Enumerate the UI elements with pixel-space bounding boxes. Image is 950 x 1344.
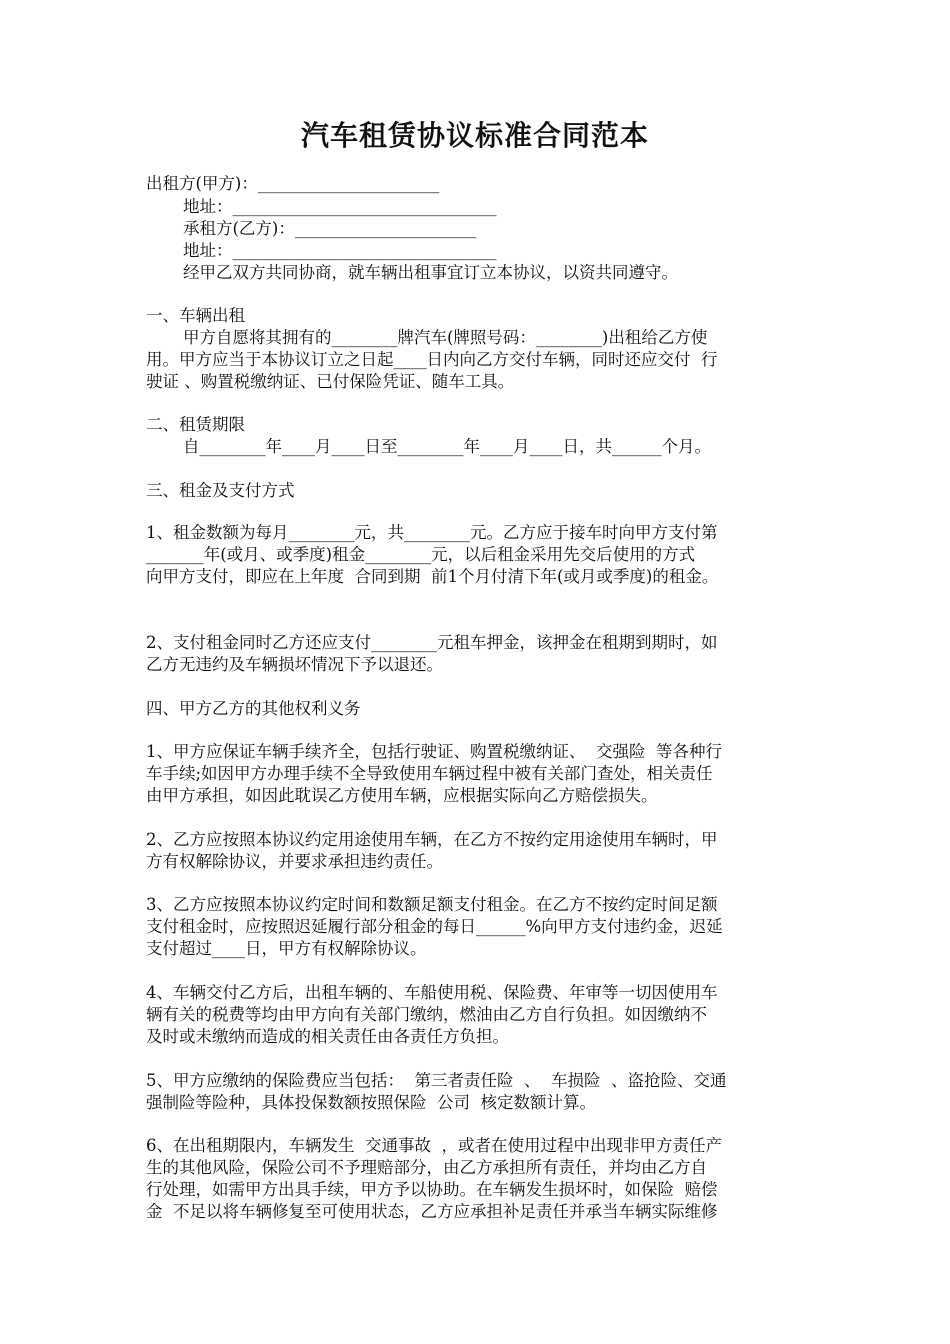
paragraph-line: 车手续;如因甲方办理手续不全导致使用车辆过程中被有关部门查处，相关责任	[146, 764, 713, 783]
paragraph-line: 2、支付租金同时乙方还应支付________元租车押金，该押金在租期到期时，如	[146, 633, 718, 652]
paragraph-line: 及时或未缴纳而造成的相关责任由各责任方负担。	[146, 1027, 509, 1046]
paragraph-line: 乙方无违约及车辆损坏情况下予以退还。	[146, 655, 443, 674]
paragraph-line: 支付超过____日，甲方有权解除协议。	[146, 939, 427, 958]
paragraph-line: 1、甲方应保证车辆手续齐全，包括行驶证、购置税缴纳证、 交强险 等各种行	[146, 742, 722, 761]
paragraph-line: 用。甲方应当于本协议订立之日起____日内向乙方交付车辆，同时还应交付 行	[146, 350, 718, 369]
paragraph-line: 强制险等险种，具体投保数额按照保险 公司 核定数额计算。	[146, 1093, 596, 1112]
section-heading-1: 一、车辆出租	[146, 306, 245, 325]
preamble-line: 经甲乙双方共同协商，就车辆出租事宜订立本协议，以资共同遵守。	[183, 263, 678, 282]
paragraph-line: 驶证 、购置税缴纳证、已付保险凭证、随车工具。	[146, 372, 515, 391]
paragraph-line: 方有权解除协议，并要求承担违约责任。	[146, 852, 443, 871]
paragraph-line: 2、乙方应按照本协议约定用途使用车辆，在乙方不按约定用途使用车辆时，甲	[146, 830, 718, 849]
lessee-address-line: 地址：________________________________	[183, 241, 497, 260]
lessor-line: 出租方(甲方)：______________________	[146, 174, 440, 193]
paragraph-line: 由甲方承担，如因此耽误乙方使用车辆，应根据实际向乙方赔偿损失。	[146, 786, 658, 805]
paragraph-line: 5、甲方应缴纳的保险费应当包括： 第三者责任险 、 车损险 、盗抢险、交通	[146, 1071, 727, 1090]
paragraph-line: 向甲方支付，即应在上年度 合同到期 前1个月付清下年(或月或季度)的租金。	[146, 567, 719, 586]
document-title: 汽车租赁协议标准合同范本	[300, 119, 649, 152]
paragraph-line: 支付租金时，应按照迟延履行部分租金的每日______%向甲方支付违约金，迟延	[146, 917, 723, 936]
paragraph-line: 生的其他风险，保险公司不予理赔部分，由乙方承担所有责任，并均由乙方自	[146, 1158, 707, 1177]
paragraph-line: 1、租金数额为每月________元，共________元。乙方应于接车时向甲方支付第	[146, 523, 718, 542]
paragraph-line: 自________年____月____日至________年____月____日，共______个月。	[183, 437, 711, 456]
paragraph-line: 3、乙方应按照本协议约定时间和数额足额支付租金。在乙方不按约定时间足额	[146, 895, 718, 914]
paragraph-line: 行处理，如需甲方出具手续，甲方予以协助。在车辆发生损坏时，如保险 赔偿	[146, 1180, 718, 1199]
section-heading-4: 四、甲方乙方的其他权利义务	[146, 699, 361, 718]
paragraph-line: 6、在出租期限内，车辆发生 交通事故 ，或者在使用过程中出现非甲方责任产	[146, 1136, 722, 1155]
section-heading-3: 三、租金及支付方式	[146, 481, 295, 500]
lessor-address-line: 地址：________________________________	[183, 197, 497, 216]
lessee-line: 承租方(乙方)：______________________	[183, 219, 477, 238]
paragraph-line: 甲方自愿将其拥有的________牌汽车(牌照号码：________)出租给乙方使	[183, 328, 708, 347]
paragraph-line: 4、车辆交付乙方后，出租车辆的、车船使用税、保险费、年审等一切因使用车	[146, 983, 718, 1002]
paragraph-line: 辆有关的税费等均由甲方向有关部门缴纳，燃油由乙方自行负担。如因缴纳不	[146, 1005, 707, 1024]
paragraph-line: _______年(或月、或季度)租金________元，以后租金采用先交后使用的方式	[146, 545, 696, 564]
paragraph-line: 金 不足以将车辆修复至可使用状态，乙方应承担补足责任并承当车辆实际维修	[146, 1202, 718, 1221]
section-heading-2: 二、租赁期限	[146, 415, 245, 434]
